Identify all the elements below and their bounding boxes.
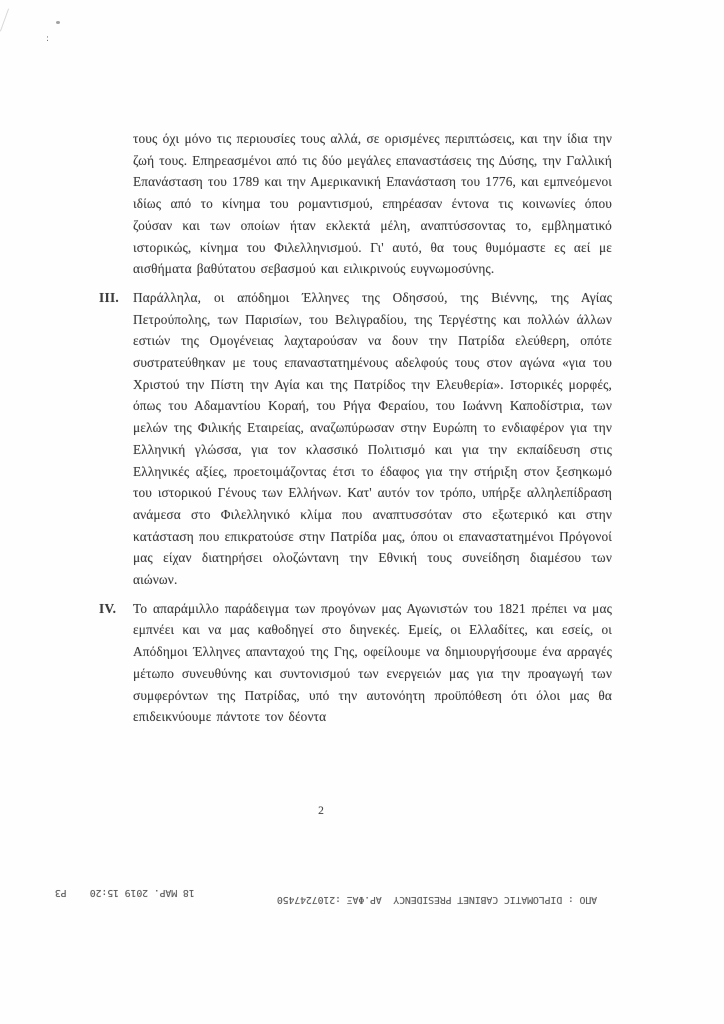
scan-edge-artifact [0,9,9,32]
fax-header-from-line-rotated: ΑΠΟ : DIPLOMATIC CABINET PRESIDENCY ΑΡ.ΦΑΞ :2107247450 [277,894,598,905]
section-iii-numeral: III. [99,289,120,305]
scan-speck-colon: : [46,34,50,44]
section-iii [99,287,612,591]
section-iv-numeral: IV. [99,600,117,616]
document-body [99,128,612,734]
section-iii-text: Παράλληλα, οι απόδημοι Έλληνες της Οδησσού, της Βιέννης, της Αγίας Πετρούπολης, των Παρισίων, του Βελιγραδίου, της Τεργέστης και πολλών άλλων εστιών της Ομογένειας λαχταρούσαν να δουν την Πατρίδα ελεύθερη, οπότε συστρατεύθηκαν με τους επαναστατημένους αδελφούς τους στον αγώνα «για του Χριστού την Πίστη την Αγία και της Πατρίδος την Ελευθερία». Ιστορικές μορφές, όπως του Αδαμαντίου Κοραή, του Ρήγα Φεραίου, του Ιωάννη Καποδίστρια, των μελών της Φιλικής Εταιρείας, αναζωπύρωσαν στην Ευρώπη το ενδιαφέρον για την Ελληνική γλώσσα, για τον κλασσικό Πολιτισμό και για την εκπαίδευση στις Ελληνικές αξίες, προετοιμάζοντας έτσι το έδαφος για την στήριξη στον ξεσηκωμό του ιστορικού Γένους των Ελλήνων. Κατ' αυτόν τον τρόπο, υπήρξε αλληλεπίδραση ανάμεσα στο Φιλελληνικό κλίμα που αναπτυσσόταν στο εξωτερικό και στην κατάσταση που επικρατούσε στην Πατρίδα μας, όπου οι επαναστατημένοι Πρόγονοί μας είχαν διατηρήσει ολοζώντανη την Εθνική τους συνείδηση διαμέσου των αιώνων. [133,289,612,588]
section-iv-text: Το απαράμιλλο παράδειγμα των προγόνων μας Αγωνιστών του 1821 πρέπει να μας εμπνέει και να μας καθοδηγεί στο διηνεκές. Εμείς, οι Ελλαδίτες, και εσείς, οι Απόδημοι Έλληνες απανταχού της Γης, οφείλουμε να δημιουργήσουμε ένα αρραγές μέτωπο συνευθύνης και συντονισμού των ενεργειών μας για την προαγωγή των συμφερόντων της Πατρίδας, υπό την αυτονόητη προϋπόθεση ότι όλοι μας θα επιδεικνύουμε πάντοτε τον δέοντα [133,600,612,725]
fax-header-timestamp-rotated: 18 ΜΑΡ. 2019 15:20 P3 [55,887,195,898]
intro-paragraph: τους όχι μόνο τις περιουσίες τους αλλά, σε ορισμένες περιπτώσεις, και την ίδια την ζωή τους. Επηρεασμένοι από τις δύο μεγάλες επαναστάσεις της Δύσης, την Γαλλική Επανάσταση του 1789 και την Αμερικανική Επανάσταση του 1776, και εμπνεόμενοι ιδίως από το κίνημα του ρομαντισμού, επηρέασαν έντονα τις κοινωνίες όπου ζούσαν και των οποίων ήταν εκλεκτά μέλη, αναπτύσσοντας το, εμβληματικό ιστορικώς, κίνημα του Φιλελληνισμού. Γι' αυτό, θα τους θυμόμαστε ες αεί με αισθήματα βαθύτατου σεβασμού και ειλικρινούς ευγνωμοσύνης. [133,131,612,277]
page-number: 2 [318,805,324,817]
scan-speck-dot [56,21,60,24]
section-iv [99,598,612,728]
